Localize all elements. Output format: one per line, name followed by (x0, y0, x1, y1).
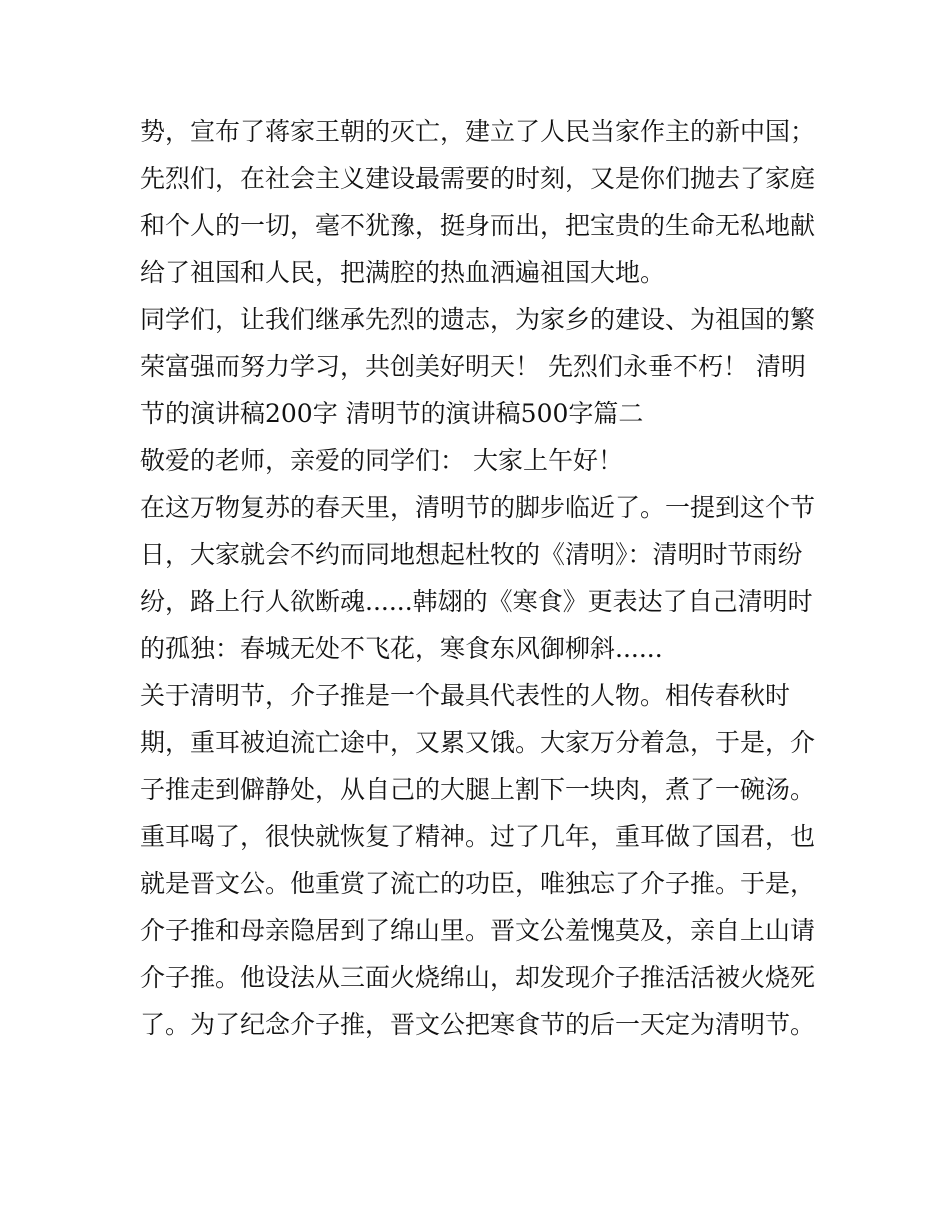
text-line-14: 期，重耳被迫流亡途中，又累又饿。大家万分着急，于是，介 (140, 728, 816, 757)
text-line-3: 和个人的一切，毫不犹豫，挺身而出，把宝贵的生命无私地献 (140, 211, 816, 240)
document-body (140, 108, 820, 1048)
text-line-7: 节的演讲稿200字 清明节的演讲稿500字篇二 (140, 399, 644, 428)
text-line-13: 关于清明节，介子推是一个最具代表性的人物。相传春秋时 (140, 681, 791, 710)
text-line-9: 在这万物复苏的春天里，清明节的脚步临近了。一提到这个节 (140, 493, 816, 522)
text-line-8: 敬爱的老师，亲爱的同学们： 大家上午好！ (140, 446, 623, 475)
text-line-16: 重耳喝了，很快就恢复了精神。过了几年，重耳做了国君，也 (140, 822, 816, 851)
text-line-19: 介子推。他设法从三面火烧绵山，却发现介子推活活被火烧死 (140, 963, 816, 992)
text-line-2: 先烈们，在社会主义建设最需要的时刻，又是你们抛去了家庭 (140, 164, 816, 193)
text-line-1: 势，宣布了蒋家王朝的灭亡，建立了人民当家作主的新中国； (140, 117, 816, 146)
text-line-10: 日，大家就会不约而同地想起杜牧的《清明》：清明时节雨纷 (140, 540, 803, 569)
text-line-18: 介子推和母亲隐居到了绵山里。晋文公羞愧莫及，亲自上山请 (140, 916, 816, 945)
text-line-11: 纷，路上行人欲断魂......韩翃的《寒食》更表达了自己清明时 (140, 587, 813, 616)
text-line-12: 的孤独：春城无处不飞花，寒食东风御柳斜...... (140, 634, 663, 663)
text-line-5: 同学们，让我们继承先烈的遗志，为家乡的建设、为祖国的繁 (140, 305, 816, 334)
text-line-4: 给了祖国和人民，把满腔的热血洒遍祖国大地。 (140, 258, 666, 287)
text-line-17: 就是晋文公。他重赏了流亡的功臣，唯独忘了介子推。于是， (140, 869, 816, 898)
text-line-15: 子推走到僻静处，从自己的大腿上割下一块肉，煮了一碗汤。 (140, 775, 816, 804)
text-line-20: 了。为了纪念介子推，晋文公把寒食节的后一天定为清明节。 (140, 1010, 816, 1039)
text-line-6: 荣富强而努力学习，共创美好明天！ 先烈们永垂不朽！ 清明 (140, 352, 806, 381)
